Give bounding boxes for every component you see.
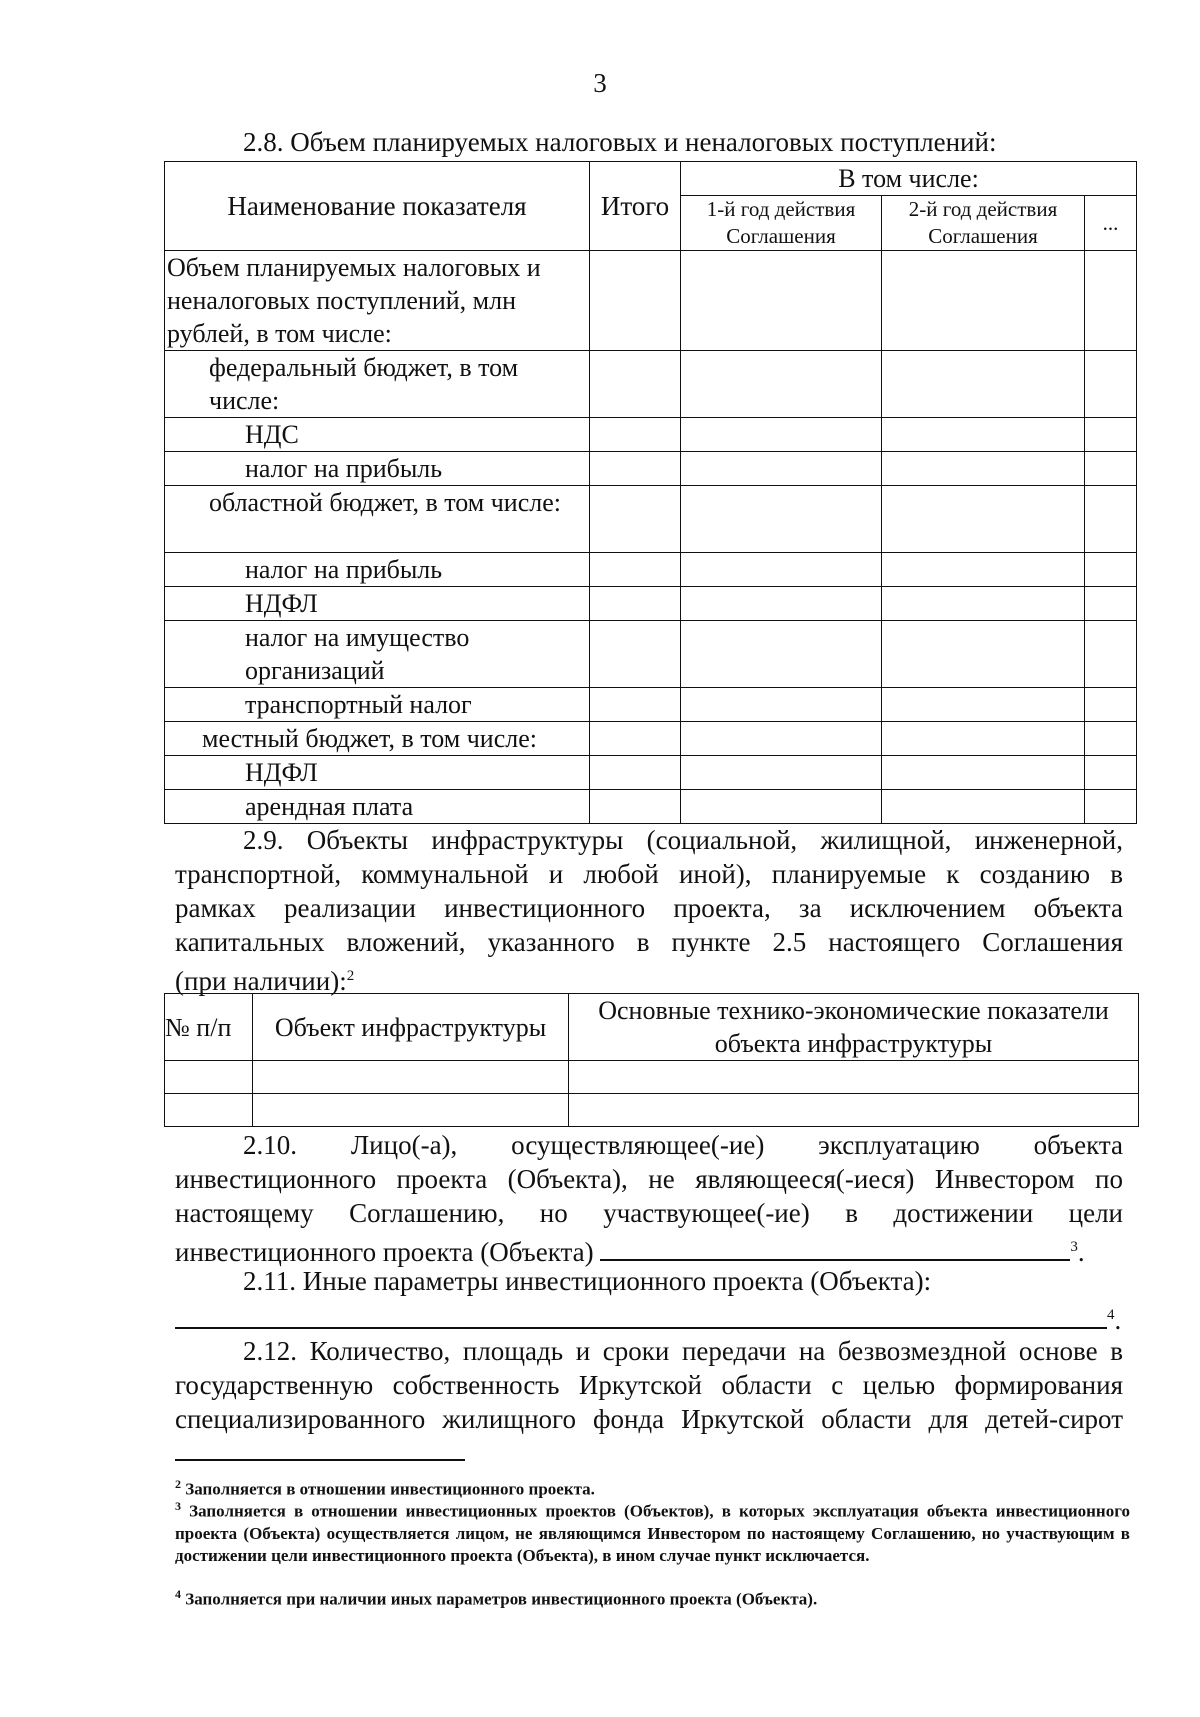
table-row — [165, 251, 1137, 351]
table-cell — [681, 351, 882, 418]
section-2-9-line-1: 2.9. Объекты инфраструктуры (социальной, жилищной, инженерной, — [243, 825, 1123, 855]
table-cell — [165, 1094, 253, 1127]
table-cell — [882, 688, 1085, 722]
footnote-2-mark: 2 — [175, 1477, 181, 1491]
section-2-8-heading: 2.8. Объем планируемых налоговых и неналоговых поступлений: — [243, 127, 997, 157]
table-cell — [165, 1061, 253, 1094]
table-cell — [882, 790, 1085, 824]
table-cell — [681, 553, 882, 587]
table-row — [165, 621, 1137, 688]
section-2-10-line-3: настоящему Соглашению, но участвующее(-ие) в достижении цели — [175, 1198, 1123, 1228]
row-label: НДФЛ — [165, 587, 590, 621]
section-2-10-line-4: инвестиционного проекта (Объекта) $^3$. — [175, 1230, 1085, 1269]
blank-other-params-field — [175, 1299, 1107, 1329]
table-cell — [253, 1061, 569, 1094]
table-cell — [1085, 251, 1137, 351]
col-header-including: В том числе: — [681, 162, 1137, 196]
footnote-3 — [175, 1495, 1130, 1567]
table-cell — [590, 621, 681, 688]
table-cell — [590, 418, 681, 452]
section-2-10-line-2: инвестиционного проекта (Объекта), не являющееся(-иеся) Инвестором по — [175, 1164, 1123, 1194]
table-cell — [590, 688, 681, 722]
table-row — [165, 351, 1137, 418]
table-cell — [590, 790, 681, 824]
footnote-3-text: Заполняется в отношении инвестиционных проектов (Объектов), в которых эксплуатация объекта инвестиционного проекта (Объекта) осуществляется лицом, не являющимся Инвестором по настоящему Соглашению, но участвующим в достижении цели инвестиционного проекта (Объекта), в ином случае пункт исключается. — [175, 1501, 1130, 1565]
table-row — [165, 587, 1137, 621]
table-cell — [1085, 756, 1137, 790]
section-2-9-line-2: транспортной, коммунальной и любой иной), планируемые к созданию в — [175, 859, 1123, 889]
table-cell — [590, 722, 681, 756]
table-cell — [1085, 553, 1137, 587]
col-header-indicator-name: Наименование показателя — [165, 162, 590, 251]
row-label: областной бюджет, в том числе: — [165, 486, 590, 553]
table-cell — [1085, 486, 1137, 553]
table-cell — [882, 756, 1085, 790]
table-cell — [681, 790, 882, 824]
footnote-mark-2: 2 — [346, 968, 355, 984]
footnote-4 — [175, 1583, 1130, 1611]
section-2-12-line-1: 2.12. Количество, площадь и сроки передачи на безвозмездной основе в — [243, 1336, 1123, 1366]
col-header-year-2: 2-й год действия Соглашения — [882, 196, 1085, 251]
table-cell — [681, 486, 882, 553]
table-row — [165, 688, 1137, 722]
table-cell — [569, 1061, 1139, 1094]
table-cell — [681, 722, 882, 756]
footnote-mark-4: 4 — [1107, 1307, 1115, 1323]
table-cell — [882, 621, 1085, 688]
table-cell — [1085, 587, 1137, 621]
table-row — [165, 1061, 1139, 1094]
row-label: налог на прибыль — [165, 452, 590, 486]
footnote-3-mark: 3 — [175, 1499, 181, 1513]
blank-operator-field — [600, 1231, 1070, 1261]
col-header-number: № п/п — [165, 994, 253, 1061]
section-2-10-line-1: 2.10. Лицо(-а), осуществляющее(-ие) эксплуатацию объекта — [243, 1130, 1123, 1160]
section-2-11-blank-line: $^4$. — [175, 1298, 1121, 1337]
row-label: НДФЛ — [165, 756, 590, 790]
table-cell — [681, 756, 882, 790]
table-cell — [882, 722, 1085, 756]
section-2-11-heading: 2.11. Иные параметры инвестиционного проекта (Объекта): — [243, 1266, 932, 1296]
footnote-2-text: Заполняется в отношении инвестиционного проекта. — [185, 1479, 595, 1499]
row-label: Объем планируемых налоговых и неналоговых поступлений, млн рублей, в том числе: — [165, 251, 590, 351]
table-row — [165, 722, 1137, 756]
row-label: налог на прибыль — [165, 553, 590, 587]
table-cell — [590, 351, 681, 418]
col-header-params: Основные технико-экономические показатели объекта инфраструктуры — [569, 994, 1139, 1061]
table-cell — [590, 486, 681, 553]
infrastructure-table — [164, 993, 1139, 1127]
table-cell — [590, 452, 681, 486]
table-cell — [882, 251, 1085, 351]
table-cell — [882, 351, 1085, 418]
row-label: НДС — [165, 418, 590, 452]
section-2-9-tail: (при наличии): — [175, 966, 347, 996]
table-cell — [590, 756, 681, 790]
row-label: налог на имущество организаций — [165, 621, 590, 688]
table-cell — [681, 251, 882, 351]
row-label: арендная плата — [165, 790, 590, 824]
table-cell — [681, 452, 882, 486]
table-row — [165, 486, 1137, 553]
row-label: местный бюджет, в том числе: — [165, 722, 590, 756]
section-2-9-line-4: капитальных вложений, указанного в пункте 2.5 настоящего Соглашения — [175, 927, 1123, 957]
section-2-12-line-2: государственную собственность Иркутской области с целью формирования — [175, 1370, 1123, 1400]
table-cell — [681, 688, 882, 722]
table-cell — [590, 251, 681, 351]
footnote-mark-3: 3 — [1070, 1239, 1078, 1255]
table-cell — [681, 418, 882, 452]
table-cell — [882, 452, 1085, 486]
col-header-year-1: 1-й год действия Соглашения — [681, 196, 882, 251]
col-header-more: ... — [1085, 196, 1137, 251]
row-label: транспортный налог — [165, 688, 590, 722]
table-cell — [1085, 621, 1137, 688]
table-cell — [882, 587, 1085, 621]
col-header-object: Объект инфраструктуры — [253, 994, 569, 1061]
table-cell — [1085, 418, 1137, 452]
table-cell — [253, 1094, 569, 1127]
table-cell — [882, 486, 1085, 553]
table-row — [165, 1094, 1139, 1127]
table-cell — [1085, 452, 1137, 486]
table-cell — [681, 621, 882, 688]
table-cell — [1085, 351, 1137, 418]
table-cell — [590, 553, 681, 587]
table-cell — [1085, 688, 1137, 722]
table-row — [165, 553, 1137, 587]
table-cell — [1085, 790, 1137, 824]
table-cell — [569, 1094, 1139, 1127]
tax-revenue-table — [164, 161, 1137, 824]
table-row — [165, 756, 1137, 790]
footnote-4-text: Заполняется при наличии иных параметров инвестиционного проекта (Объекта). — [185, 1589, 818, 1609]
table-row — [165, 452, 1137, 486]
table-cell — [681, 587, 882, 621]
section-2-10-tail: инвестиционного проекта (Объекта) — [175, 1237, 594, 1267]
table-cell — [882, 553, 1085, 587]
table-cell — [590, 587, 681, 621]
footnote-4-mark: 4 — [175, 1587, 181, 1601]
table-row — [165, 418, 1137, 452]
col-header-total: Итого — [590, 162, 681, 251]
section-2-9-line-3: рамках реализации инвестиционного проекта, за исключением объекта — [175, 893, 1123, 923]
footnote-separator — [175, 1459, 465, 1461]
section-2-12-line-3: специализированного жилищного фонда Иркутской области для детей-сирот — [175, 1404, 1123, 1434]
row-label: федеральный бюджет, в том числе: — [165, 351, 590, 418]
page-number: 3 — [593, 68, 607, 98]
table-cell — [882, 418, 1085, 452]
table-row — [165, 790, 1137, 824]
table-cell — [1085, 722, 1137, 756]
